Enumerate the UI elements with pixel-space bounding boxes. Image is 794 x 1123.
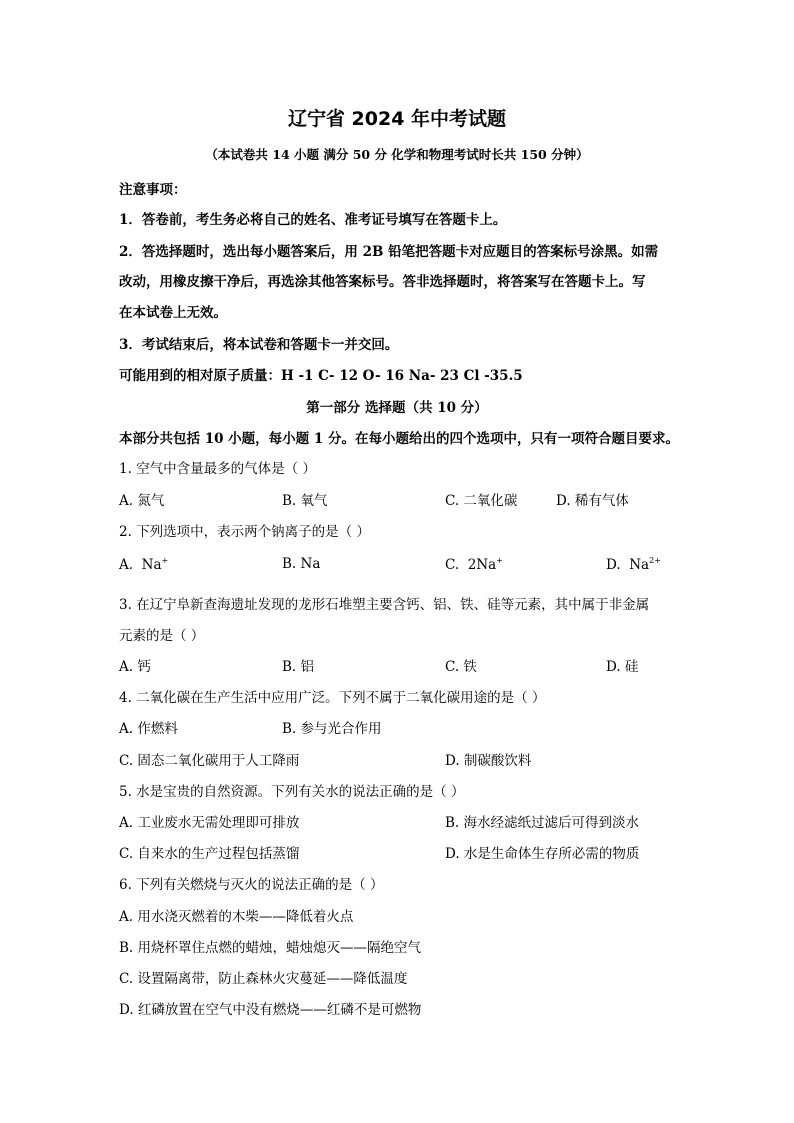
ion-charge: 2+ [649, 556, 661, 565]
question-6-option-a: A. 用水浇灭燃着的木柴——降低着火点 [119, 909, 354, 925]
page-title: 辽宁省 2024 年中考试题 [287, 108, 507, 130]
chemical-formula: 2Na [467, 557, 497, 573]
question-1-option-d: D. 稀有气体 [556, 493, 629, 509]
atomic-mass-line: 可能用到的相对原子质量：H -1 C- 12 O- 16 Na- 23 Cl -35.5 [119, 368, 523, 384]
question-2-option-b: B. Na [282, 556, 321, 572]
note-item-2-line-3: 在本试卷上无效。 [119, 305, 227, 321]
question-3-option-a: A. 钙 [119, 659, 151, 675]
question-5-option-d: D. 水是生命体生存所必需的物质 [445, 846, 640, 862]
question-3-option-d: D. 硅 [606, 659, 639, 675]
question-4-option-b: B. 参与光合作用 [282, 721, 382, 737]
option-label: A. [119, 557, 134, 573]
note-item-1: 1．答卷前，考生务必将自己的姓名、准考证号填写在答题卡上。 [119, 212, 507, 228]
section-instructions: 本部分共包括 10 小题，每小题 1 分。在每小题给出的四个选项中，只有一项符合题目要求。 [119, 431, 679, 447]
question-1-option-c: C. 二氧化碳 [445, 493, 518, 509]
question-4-option-c: C. 固态二氧化碳用于人工降雨 [119, 753, 300, 769]
question-2-option-a [119, 556, 168, 573]
chemical-formula: Na [629, 557, 650, 573]
ion-charge: + [496, 556, 503, 565]
question-6-stem: 6. 下列有关燃烧与灭火的说法正确的是（ ） [119, 877, 384, 893]
question-1-stem: 1. 空气中含量最多的气体是（ ） [119, 461, 316, 477]
note-item-2-line-1: 2．答选择题时，选出每小题答案后，用 2B 铅笔把答题卡对应题目的答案标号涂黑。如需 [119, 244, 659, 260]
question-5-option-a: A. 工业废水无需处理即可排放 [119, 815, 300, 831]
question-6-option-c: C. 设置隔离带，防止森林火灾蔓延——降低温度 [119, 971, 408, 987]
question-1-option-a: A. 氮气 [119, 493, 165, 509]
option-label: D. [606, 557, 621, 573]
exam-subtitle: （本试卷共 14 小题 满分 50 分 化学和物理考试时长共 150 分钟） [205, 147, 589, 162]
question-6-option-b: B. 用烧杯罩住点燃的蜡烛，蜡烛熄灭——隔绝空气 [119, 940, 422, 956]
question-3-stem-line-1: 3. 在辽宁阜新查海遗址发现的龙形石堆塑主要含钙、铝、铁、硅等元素，其中属于非金属 [119, 597, 650, 613]
question-3-stem-line-2: 元素的是（ ） [119, 628, 205, 644]
question-2-option-d [606, 556, 661, 573]
question-5-stem: 5. 水是宝贵的自然资源。下列有关水的说法正确的是（ ） [119, 784, 465, 800]
notes-heading: 注意事项： [119, 182, 187, 198]
question-3-option-c: C. 铁 [445, 659, 477, 675]
question-4-stem: 4. 二氧化碳在生产生活中应用广泛。下列不属于二氧化碳用途的是（ ） [119, 690, 546, 706]
question-4-option-d: D. 制碳酸饮料 [445, 753, 532, 769]
question-6-option-d: D. 红磷放置在空气中没有燃烧——红磷不是可燃物 [119, 1002, 422, 1018]
question-3-option-b: B. 铝 [282, 659, 315, 675]
section-title: 第一部分 选择题（共 10 分） [306, 400, 488, 416]
chemical-formula: Na [141, 557, 162, 573]
question-4-option-a: A. 作燃料 [119, 721, 178, 737]
option-label: C. [445, 557, 460, 573]
question-2-option-c [445, 556, 503, 573]
question-2-stem: 2. 下列选项中，表示两个钠离子的是（ ） [119, 524, 370, 540]
question-5-option-b: B. 海水经滤纸过滤后可得到淡水 [445, 815, 640, 831]
note-item-2-line-2: 改动，用橡皮擦干净后，再选涂其他答案标号。答非选择题时，将答案写在答题卡上。写 [119, 274, 646, 290]
ion-charge: + [161, 556, 169, 565]
note-item-3: 3．考试结束后，将本试卷和答题卡一并交回。 [119, 337, 399, 353]
question-1-option-b: B. 氧气 [282, 493, 328, 509]
question-5-option-c: C. 自来水的生产过程包括蒸馏 [119, 846, 300, 862]
